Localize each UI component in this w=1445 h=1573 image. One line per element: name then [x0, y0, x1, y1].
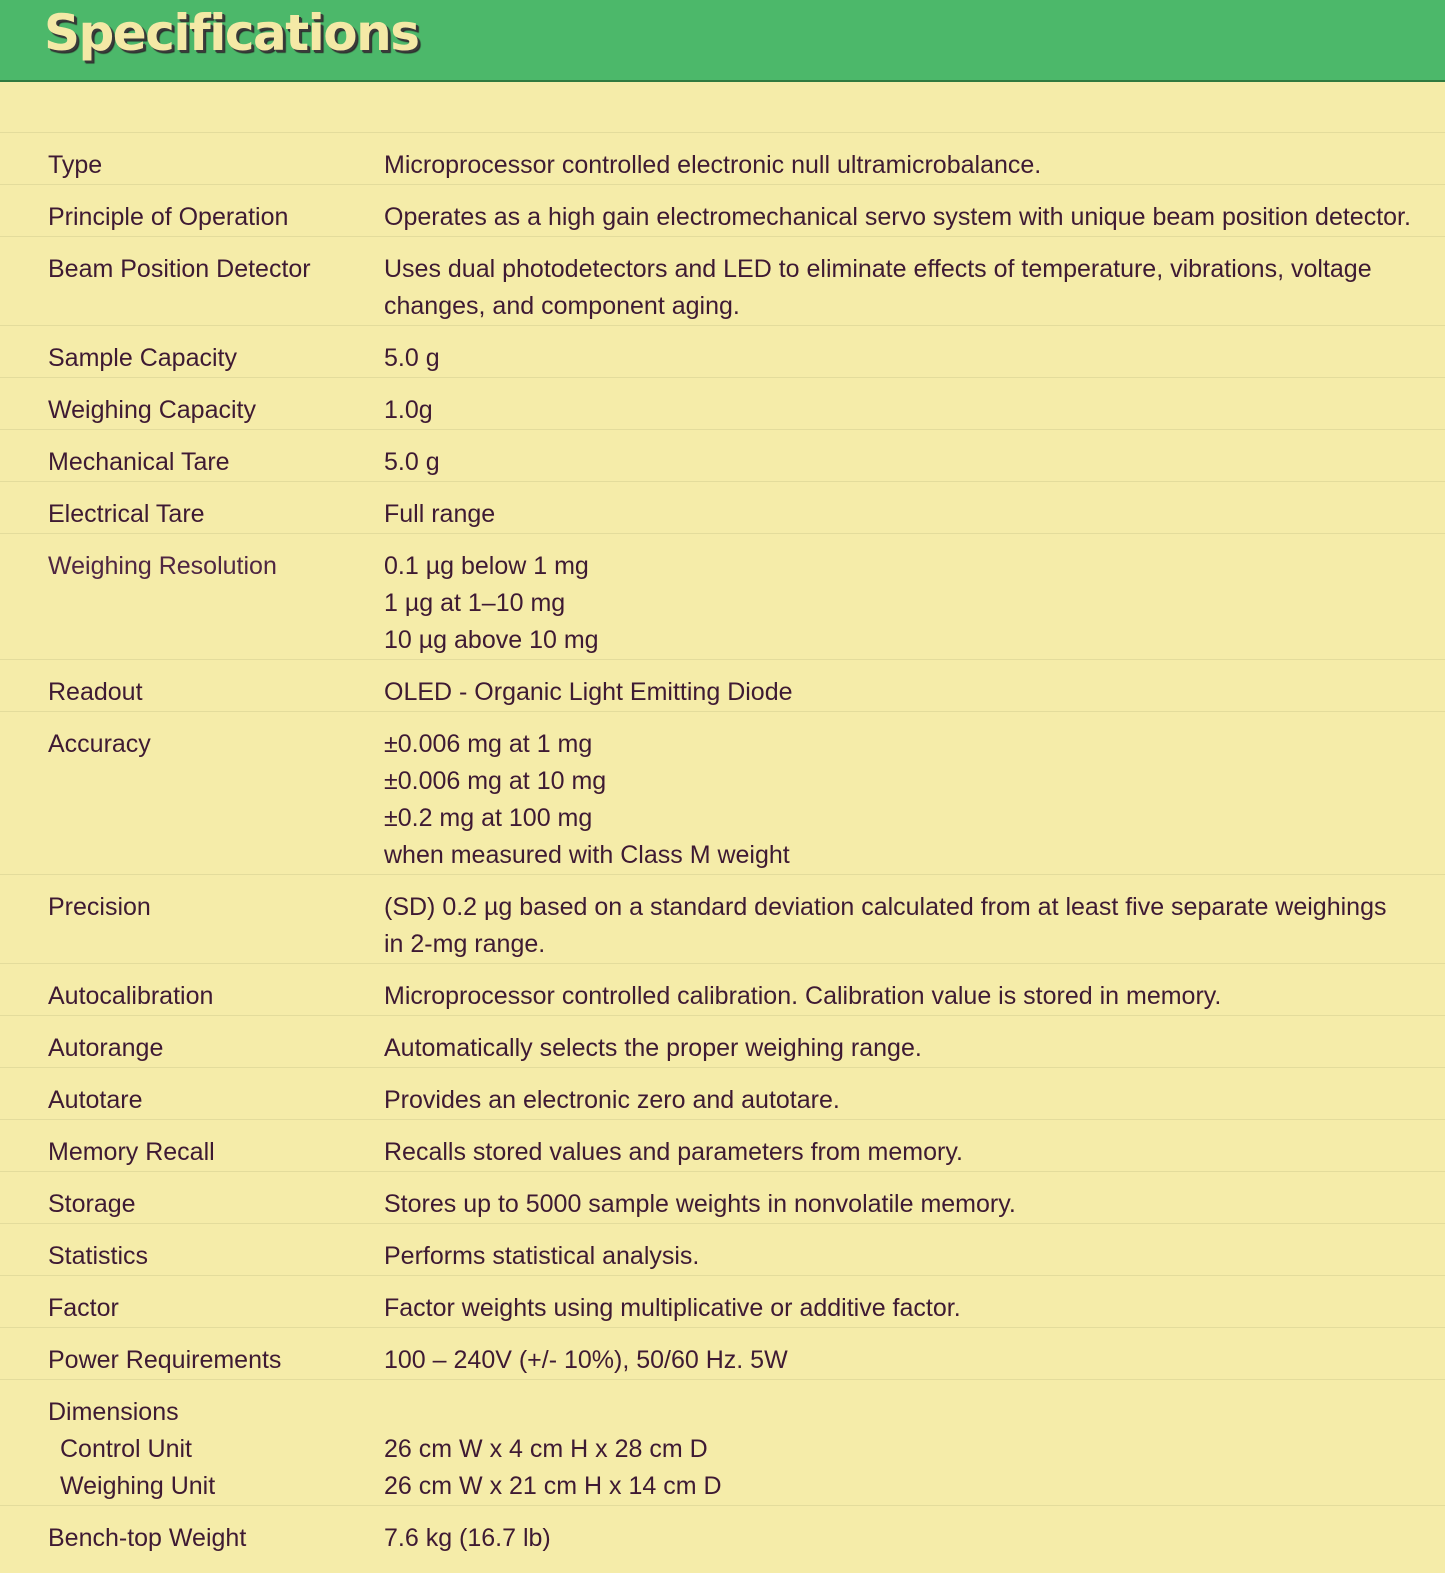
- spec-label: Electrical Tare: [0, 482, 358, 533]
- spec-value: (SD) 0.2 µg based on a standard deviation calculated from at least five separate weighings in 2-mg range.: [384, 893, 1387, 958]
- spec-value: Factor weights using multiplicative or additive factor.: [384, 1294, 961, 1322]
- dimensions-gap: [384, 1394, 1435, 1431]
- spec-row-readout: [0, 659, 1445, 711]
- spec-table: [0, 132, 1445, 1557]
- spec-row-factor: [0, 1275, 1445, 1327]
- spec-label: Memory Recall: [0, 1120, 358, 1171]
- spec-label: Power Requirements: [0, 1328, 358, 1379]
- spec-row-statistics: [0, 1223, 1445, 1275]
- spec-label: Bench-top Weight: [0, 1506, 358, 1557]
- spec-value: Stores up to 5000 sample weights in nonvolatile memory.: [384, 1190, 1016, 1218]
- spec-label: Weighing Capacity: [0, 378, 358, 429]
- spec-label: Storage: [0, 1172, 358, 1223]
- spec-row-weighing-capacity: [0, 377, 1445, 429]
- spec-row-weighing-resolution: [0, 533, 1445, 659]
- spec-value: 100 – 240V (+/- 10%), 50/60 Hz. 5W: [384, 1346, 788, 1374]
- spec-row-dimensions: [0, 1379, 1445, 1505]
- spec-label: Factor: [0, 1276, 358, 1327]
- spec-value: Full range: [384, 500, 496, 528]
- spec-label: Readout: [0, 660, 358, 711]
- spec-row-storage: [0, 1171, 1445, 1223]
- spec-row-power: [0, 1327, 1445, 1379]
- spec-label: Statistics: [0, 1224, 358, 1275]
- weighing-unit-value: 26 cm W x 21 cm H x 14 cm D: [384, 1472, 722, 1500]
- spec-value: Performs statistical analysis.: [384, 1242, 700, 1270]
- spec-value: Microprocessor controlled calibration. Calibration value is stored in memory.: [384, 982, 1222, 1010]
- spec-label: Principle of Operation: [0, 185, 358, 236]
- spec-row-type: [0, 132, 1445, 184]
- spec-row-accuracy: [0, 711, 1445, 874]
- spec-value: Uses dual photodetectors and LED to eliminate effects of temperature, vibrations, voltage changes, and component aging.: [384, 255, 1372, 320]
- spec-label: Autotare: [0, 1068, 358, 1119]
- spec-row-beam-detector: [0, 236, 1445, 325]
- spec-row-electrical-tare: [0, 481, 1445, 533]
- spec-value: ±0.006 mg at 1 mg ±0.006 mg at 10 mg ±0.2 mg at 100 mg when measured with Class M weight: [384, 730, 790, 869]
- spec-label: Mechanical Tare: [0, 430, 358, 481]
- spec-row-memory-recall: [0, 1119, 1445, 1171]
- spec-value: 0.1 µg below 1 mg 1 µg at 1–10 mg 10 µg above 10 mg: [384, 552, 599, 654]
- spec-label: Autorange: [0, 1016, 358, 1067]
- control-unit-value: 26 cm W x 4 cm H x 28 cm D: [384, 1435, 708, 1463]
- spec-label: Precision: [0, 875, 358, 963]
- spec-label: Beam Position Detector: [0, 237, 358, 325]
- spec-value: [358, 1380, 1445, 1505]
- spec-value: Microprocessor controlled electronic null ultramicrobalance.: [384, 151, 1042, 179]
- spec-value: 5.0 g: [384, 448, 440, 476]
- spec-value: 1.0g: [384, 396, 433, 424]
- spec-row-autotare: [0, 1067, 1445, 1119]
- spec-value: 7.6 kg (16.7 lb): [384, 1524, 551, 1552]
- spec-value: Operates as a high gain electromechanical servo system with unique beam position detector.: [384, 203, 1411, 231]
- spec-row-principle: [0, 184, 1445, 236]
- spec-row-autorange: [0, 1015, 1445, 1067]
- spec-row-mechanical-tare: [0, 429, 1445, 481]
- spec-label: Accuracy: [0, 712, 358, 874]
- header-bar: [0, 0, 1445, 82]
- spec-label: Sample Capacity: [0, 326, 358, 377]
- spec-row-precision: [0, 874, 1445, 963]
- spec-label: Weighing Resolution: [0, 534, 358, 659]
- spec-label: [0, 1380, 358, 1505]
- spec-label: Autocalibration: [0, 964, 358, 1015]
- spec-label: Type: [0, 133, 358, 184]
- spec-row-bench-top-weight: [0, 1505, 1445, 1557]
- dimensions-label: Dimensions: [48, 1398, 179, 1426]
- spec-value: OLED - Organic Light Emitting Diode: [384, 678, 793, 706]
- weighing-unit-label: Weighing Unit: [60, 1472, 216, 1500]
- spec-value: 5.0 g: [384, 344, 440, 372]
- control-unit-label: Control Unit: [60, 1435, 192, 1463]
- spec-row-autocalibration: [0, 963, 1445, 1015]
- spec-row-sample-capacity: [0, 325, 1445, 377]
- page-title: Specifications: [44, 4, 419, 62]
- spec-value: Provides an electronic zero and autotare.: [384, 1086, 840, 1114]
- spec-value: Recalls stored values and parameters from memory.: [384, 1138, 963, 1166]
- spec-value: Automatically selects the proper weighing range.: [384, 1034, 922, 1062]
